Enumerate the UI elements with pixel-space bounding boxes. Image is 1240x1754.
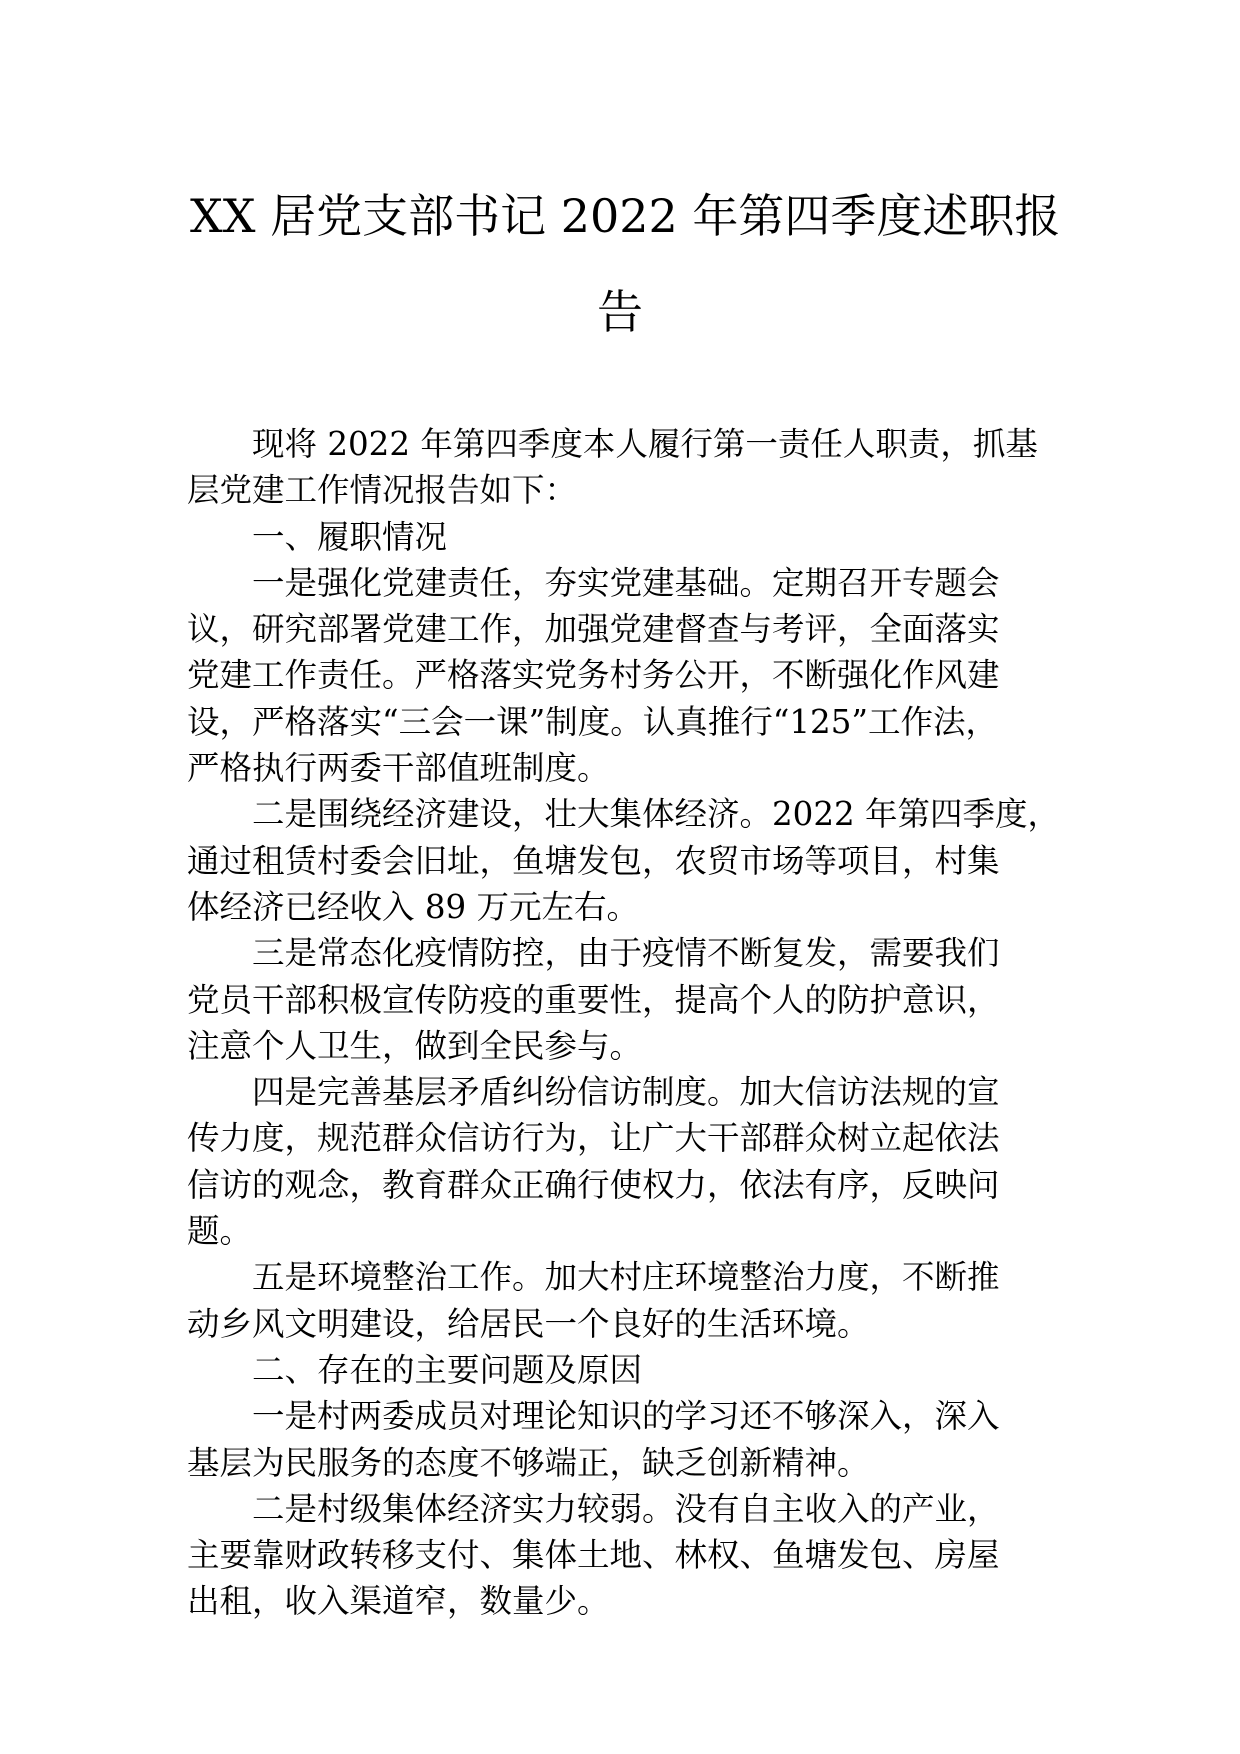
paragraph-petition-system: 四是完善基层矛盾纠纷信访制度。加大信访法规的宣 传力度，规范群众信访行为，让广大干部群众树立起依法 信访的观念，教育群众正确行使权力，依法有序，反映问 题。 <box>187 1073 1000 1251</box>
paragraph-problem-theory-study: 一是村两委成员对理论知识的学习还不够深入，深入 基层为民服务的态度不够端正，缺乏创新精神。 <box>187 1397 1000 1482</box>
paragraph-environment-improvement: 五是环境整治工作。加大村庄环境整治力度，不断推 动乡风文明建设，给居民一个良好的生活环境。 <box>187 1258 1000 1343</box>
paragraph-problem-collective-economy: 二是村级集体经济实力较弱。没有自主收入的产业， 主要靠财政转移支付、集体土地、林权、鱼塘发包、房屋 出租，收入渠道窄，数量少。 <box>187 1489 1000 1621</box>
paragraph-epidemic-prevention: 三是常态化疫情防控，由于疫情不断复发，需要我们 党员干部积极宣传防疫的重要性，提高个人的防护意识， 注意个人卫生，做到全民参与。 <box>187 934 1000 1065</box>
document-body <box>187 421 1087 1625</box>
section-heading-main-problems: 二、存在的主要问题及原因 <box>252 1350 643 1389</box>
section-heading-duty-performance: 一、履职情况 <box>252 517 448 556</box>
paragraph-economic-construction: 二是围绕经济建设，壮大集体经济。2022 年第四季度， 通过租赁村委会旧址，鱼塘发包，农贸市场等项目，村集 体经济已经收入 89 万元左右。 <box>187 795 1061 926</box>
intro-paragraph: 现将 2022 年第四季度本人履行第一责任人职责，抓基 层党建工作情况报告如下： <box>187 425 1038 510</box>
paragraph-party-building: 一是强化党建责任，夯实党建基础。定期召开专题会 议，研究部署党建工作，加强党建督查与考评，全面落实 党建工作责任。严格落实党务村务公开，不断强化作风建 设，严格落实“三会一课”制度。认真推行“125”工作法， 严格执行两委干部值班制度。 <box>187 563 1000 788</box>
document-title-line-2: 告 <box>597 285 643 339</box>
document-title <box>190 168 1061 360</box>
document-title-line-1: XX 居党支部书记 2022 年第四季度述职报 <box>190 189 1061 243</box>
